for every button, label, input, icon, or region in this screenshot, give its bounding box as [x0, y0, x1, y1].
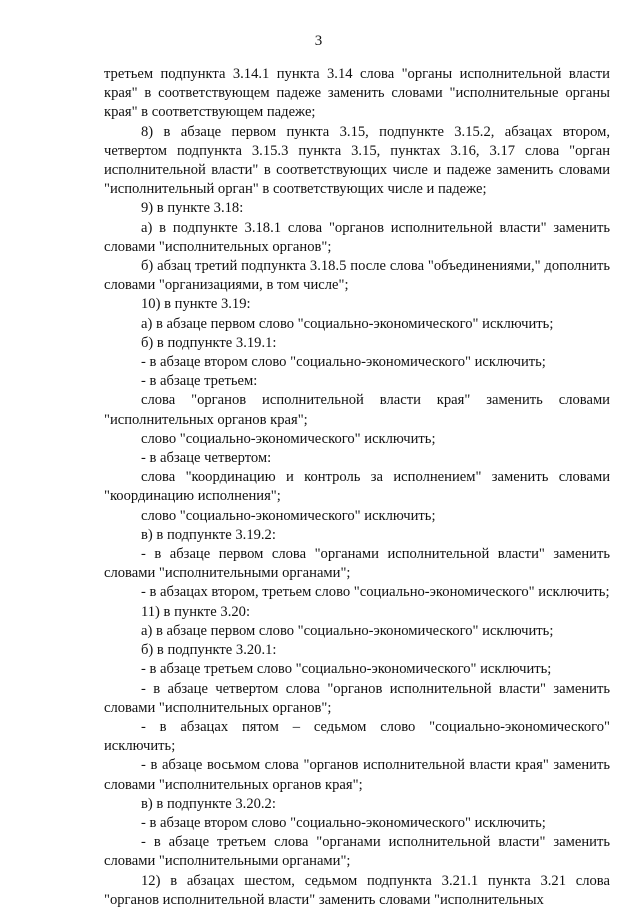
page-number: 3	[314, 33, 323, 49]
paragraph: 8) в абзаце первом пункта 3.15, подпункте 3.15.2, абзацах втором, четвертом подпункта 3.15.3 пункта 3.15, пунктах 3.16, 3.17 слова "орган исполнительной власти" в соответствующих числе и падеже заменить словами "исполнительный орган" в соответствующих числе и падеже;	[104, 123, 610, 198]
document-body	[104, 65, 610, 910]
paragraph: в) в подпункте 3.19.2:	[141, 526, 276, 543]
paragraph: - в абзаце четвертом:	[141, 450, 272, 467]
paragraph: - в абзаце втором слово "социально-экономического" исключить;	[141, 354, 546, 371]
paragraph: в) в подпункте 3.20.2:	[141, 795, 276, 812]
paragraph: - в абзаце втором слово "социально-экономического" исключить;	[141, 814, 546, 831]
paragraph: а) в абзаце первом слово "социально-экономического" исключить;	[141, 315, 554, 332]
paragraph: слова "органов исполнительной власти края" заменить словами "исполнительных органов края";	[104, 392, 610, 428]
paragraph: 9) в пункте 3.18:	[141, 200, 244, 217]
paragraph: а) в абзаце первом слово "социально-экономического" исключить;	[141, 622, 554, 639]
paragraph: слово "социально-экономического" исключить;	[141, 430, 436, 447]
paragraph: б) в подпункте 3.19.1:	[141, 334, 277, 351]
paragraph: - в абзацах пятом – седьмом слово "социально-экономического" исключить;	[104, 718, 610, 755]
paragraph: - в абзаце третьем:	[141, 373, 258, 390]
paragraph: - в абзаце третьем слова "органами исполнительной власти" заменить словами "исполнительными органами";	[104, 834, 610, 870]
paragraph: б) в подпункте 3.20.1:	[141, 642, 277, 659]
paragraph: 12) в абзацах шестом, седьмом подпункта 3.21.1 пункта 3.21 слова "органов исполнительной власти" заменить словами "исполнительных	[104, 872, 610, 908]
paragraph: - в абзаце третьем слово "социально-экономического" исключить;	[141, 661, 552, 678]
paragraph: - в абзаце четвертом слова "органов исполнительной власти" заменить словами "исполнительных органов";	[104, 680, 610, 716]
paragraph: слово "социально-экономического" исключить;	[141, 507, 436, 524]
paragraph: б) абзац третий подпункта 3.18.5 после слова "объединениями," дополнить словами "организациями, в том числе";	[104, 258, 610, 294]
paragraph: третьем подпункта 3.14.1 пункта 3.14 слова "органы исполнительной власти края" в соответствующем падеже заменить словами "исполнительные органы края" в соответствующем падеже;	[104, 66, 610, 121]
paragraph: 11) в пункте 3.20:	[141, 603, 251, 620]
paragraph: - в абзаце восьмом слова "органов исполнительной власти края" заменить словами "исполнительных органов края";	[104, 757, 610, 793]
paragraph: а) в подпункте 3.18.1 слова "органов исполнительной власти" заменить словами "исполнительных органов";	[104, 219, 610, 255]
paragraph: слова "координацию и контроль за исполнением" заменить словами "координацию исполнения";	[104, 469, 610, 505]
paragraph: - в абзаце первом слова "органами исполнительной власти" заменить словами "исполнительными органами";	[104, 546, 610, 582]
paragraph: - в абзацах втором, третьем слово "социально-экономического" исключить;	[141, 584, 610, 601]
paragraph: 10) в пункте 3.19:	[141, 296, 251, 313]
